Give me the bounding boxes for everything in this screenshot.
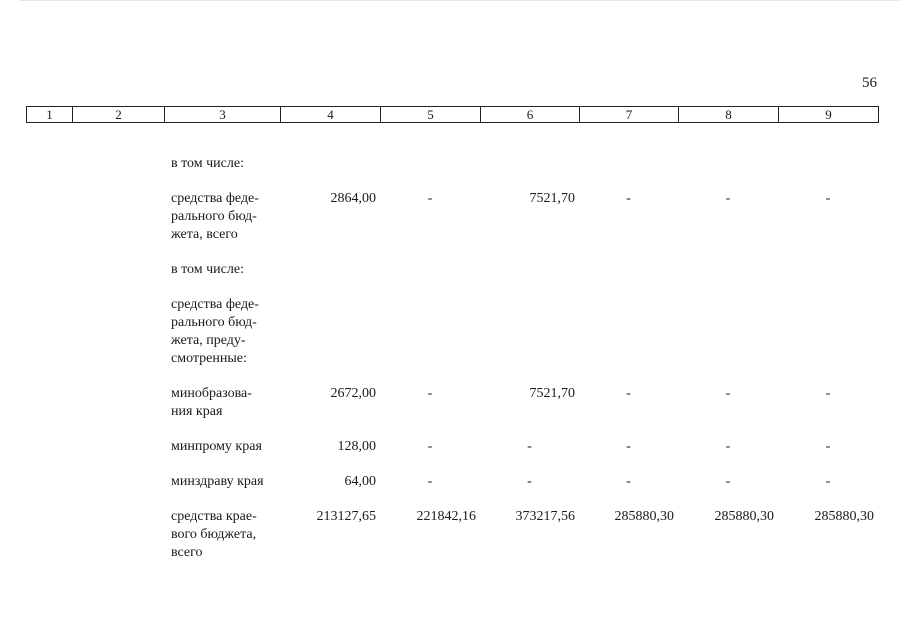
value-col-9: - — [825, 474, 831, 489]
value-col-7: - — [626, 191, 631, 206]
value-col-5: - — [427, 386, 433, 401]
scan-artifact-line — [20, 0, 900, 5]
header-col-2: 2 — [73, 107, 165, 123]
value-col-6: 373217,56 — [515, 509, 575, 524]
budget-table-body — [26, 155, 878, 579]
value-col-4: 128,00 — [337, 439, 376, 454]
value-col-8: - — [725, 386, 731, 401]
table-row — [26, 438, 878, 473]
column-number-header — [26, 106, 879, 123]
value-col-5: - — [427, 191, 433, 206]
row-label: в том числе: — [171, 156, 244, 171]
header-row — [27, 107, 879, 123]
header-col-8: 8 — [679, 107, 779, 123]
value-col-6: - — [527, 439, 532, 454]
value-col-7: - — [626, 439, 631, 454]
table-row — [26, 385, 878, 438]
value-col-7: - — [626, 474, 631, 489]
value-col-4: 2864,00 — [330, 191, 376, 206]
value-col-8: - — [725, 474, 731, 489]
row-label: средства крае- вого бюджета, всего — [171, 509, 257, 560]
value-col-5: 221842,16 — [416, 509, 476, 524]
value-col-4: 213127,65 — [316, 509, 376, 524]
table-row — [26, 473, 878, 508]
value-col-4: 2672,00 — [330, 386, 376, 401]
value-col-9: 285880,30 — [814, 509, 874, 524]
table-row — [26, 508, 878, 579]
row-label: средства феде- рального бюд- жета, преду- смотренные: — [171, 297, 259, 366]
row-label: минздраву края — [171, 474, 264, 489]
value-col-6: - — [527, 474, 532, 489]
table-row — [26, 190, 878, 261]
row-label: средства феде- рального бюд- жета, всего — [171, 191, 259, 242]
header-col-4: 4 — [281, 107, 381, 123]
table-row — [26, 155, 878, 190]
value-col-8: - — [725, 191, 731, 206]
row-label: минобразова- ния края — [171, 386, 252, 419]
value-col-7: - — [626, 386, 631, 401]
table-row — [26, 296, 878, 385]
value-col-8: 285880,30 — [714, 509, 774, 524]
value-col-9: - — [825, 439, 831, 454]
value-col-6: 7521,70 — [529, 386, 575, 401]
value-col-7: 285880,30 — [614, 509, 674, 524]
header-col-5: 5 — [381, 107, 481, 123]
value-col-6: 7521,70 — [529, 191, 575, 206]
value-col-8: - — [725, 439, 731, 454]
value-col-9: - — [825, 191, 831, 206]
row-label: в том числе: — [171, 262, 244, 277]
value-col-5: - — [427, 439, 433, 454]
value-col-9: - — [825, 386, 831, 401]
header-col-1: 1 — [27, 107, 73, 123]
header-col-3: 3 — [165, 107, 281, 123]
value-col-4: 64,00 — [344, 474, 376, 489]
header-col-9: 9 — [779, 107, 879, 123]
table-row — [26, 261, 878, 296]
value-col-5: - — [427, 474, 433, 489]
header-col-6: 6 — [481, 107, 580, 123]
row-label: минпрому края — [171, 439, 262, 454]
page-number: 56 — [862, 75, 877, 91]
header-col-7: 7 — [580, 107, 679, 123]
